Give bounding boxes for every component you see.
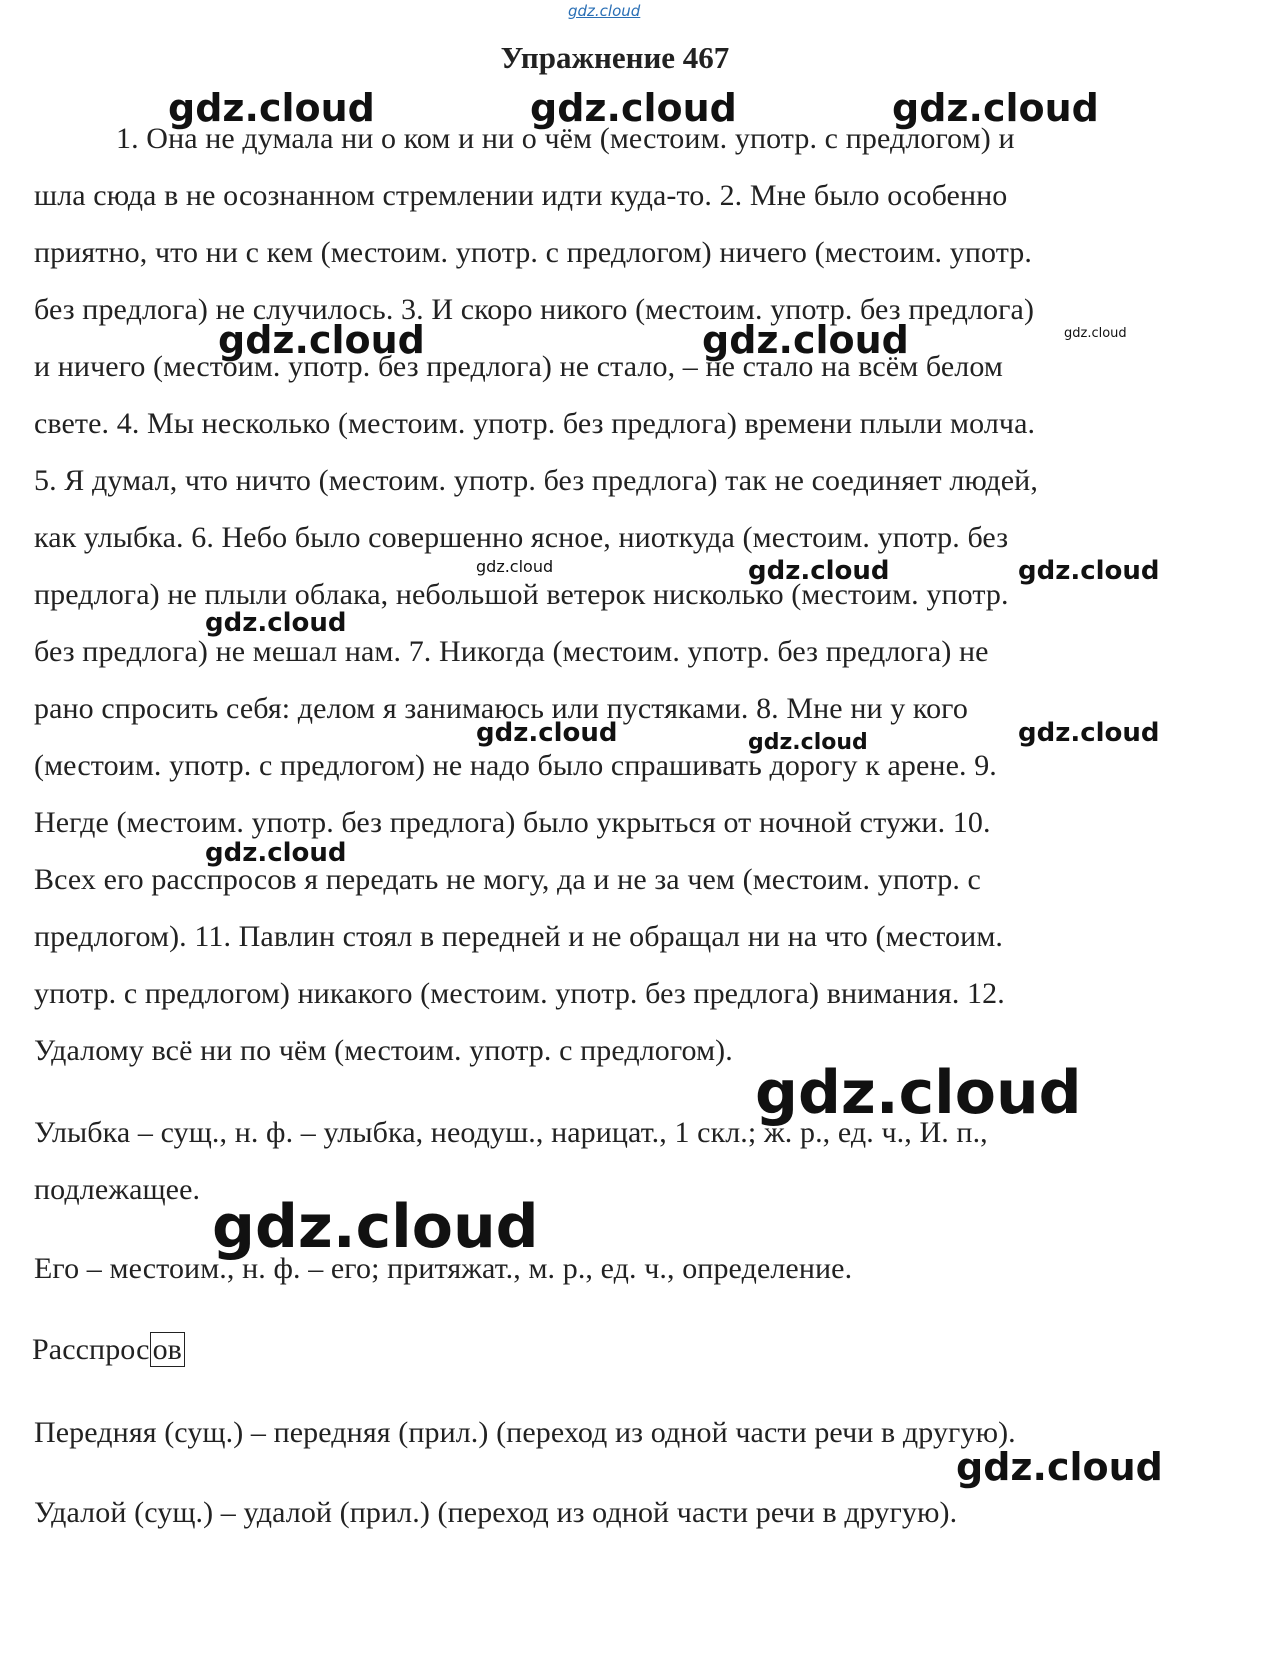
text-line: Всех его расспросов я передать не могу, да и не за чем (местоим. употр. с: [34, 863, 981, 896]
text-line: без предлога) не случилось. 3. И скоро никого (местоим. употр. без предлога): [34, 293, 1035, 326]
watermark: gdz.cloud: [476, 557, 554, 576]
watermark: gdz.cloud: [1018, 718, 1160, 748]
watermark: gdz.cloud: [1064, 326, 1127, 341]
watermark: gdz.cloud: [168, 86, 375, 130]
text-line: предлога) не плыли облака, небольшой ветерок нисколько (местоим. употр.: [34, 578, 1009, 611]
watermark: gdz.cloud: [476, 718, 618, 748]
word-stem: [32, 1333, 150, 1366]
text-line: и ничего (местоим. употр. без предлога) не стало, – не стало на всём белом: [34, 350, 1003, 383]
watermark: gdz.cloud: [702, 318, 909, 362]
text-line: как улыбка. 6. Небо было совершенно ясное, ниоткуда (местоим. употр. без: [34, 521, 1009, 554]
text-line: шла сюда в не осознанном стремлении идти куда-то. 2. Мне было особенно: [34, 179, 1008, 212]
watermark: gdz.cloud: [205, 608, 347, 638]
text-line: Негде (местоим. употр. без предлога) было укрыться от ночной стужи. 10.: [34, 806, 991, 839]
conversion-line: Удалой (сущ.) – удалой (прил.) (переход из одной части речи в другую).: [34, 1496, 958, 1529]
watermark: gdz.cloud: [205, 838, 347, 868]
text-line: рано спросить себя: делом я занимаюсь или пустяками. 8. Мне ни у кого: [34, 692, 968, 725]
watermark: gdz.cloud: [212, 1192, 539, 1262]
watermark: gdz.cloud: [748, 730, 868, 755]
exercise-title: Упражнение 467: [500, 40, 730, 75]
watermark: gdz.cloud: [956, 1445, 1163, 1489]
prefix-1: Ра: [32, 1333, 63, 1366]
text-line: 1. Она не думала ни о ком и ни о чём (местоим. употр. с предлогом) и: [116, 122, 1015, 155]
root: спрос: [75, 1333, 150, 1366]
watermark-top[interactable]: gdz.cloud: [568, 2, 641, 20]
watermark: gdz.cloud: [530, 86, 737, 130]
ending: ов: [150, 1332, 185, 1367]
watermark: gdz.cloud: [755, 1058, 1082, 1128]
text-line: приятно, что ни с кем (местоим. употр. с предлогом) ничего (местоим. употр.: [34, 236, 1032, 269]
text-line: без предлога) не мешал нам. 7. Никогда (местоим. употр. без предлога) не: [34, 635, 989, 668]
morpheme-analysis: [32, 1333, 185, 1367]
analysis-line: Улыбка – сущ., н. ф. – улыбка, неодуш., нарицат., 1 скл.; ж. р., ед. ч., И. п.,: [34, 1116, 988, 1149]
watermark: gdz.cloud: [1018, 556, 1160, 586]
watermark: gdz.cloud: [218, 318, 425, 362]
conversion-line: Передняя (сущ.) – передняя (прил.) (переход из одной части речи в другую).: [34, 1416, 1016, 1449]
text-line: употр. с предлогом) никакого (местоим. употр. без предлога) внимания. 12.: [34, 977, 1005, 1010]
analysis-line: подлежащее.: [34, 1173, 201, 1206]
text-line: Удалому всё ни по чём (местоим. употр. с предлогом).: [34, 1034, 733, 1067]
watermark: gdz.cloud: [892, 86, 1099, 130]
text-line: 5. Я думал, что ничто (местоим. употр. без предлога) так не соединяет людей,: [34, 464, 1038, 497]
analysis-line: Его – местоим., н. ф. – его; притяжат., м. р., ед. ч., определение.: [34, 1252, 853, 1285]
text-line: свете. 4. Мы несколько (местоим. употр. без предлога) времени плыли молча.: [34, 407, 1036, 440]
text-line: (местоим. употр. с предлогом) не надо было спрашивать дорогу к арене. 9.: [34, 749, 997, 782]
prefix-2: с: [62, 1333, 76, 1366]
text-line: предлогом). 11. Павлин стоял в передней и не обращал ни на что (местоим.: [34, 920, 1004, 953]
watermark: gdz.cloud: [748, 556, 890, 586]
